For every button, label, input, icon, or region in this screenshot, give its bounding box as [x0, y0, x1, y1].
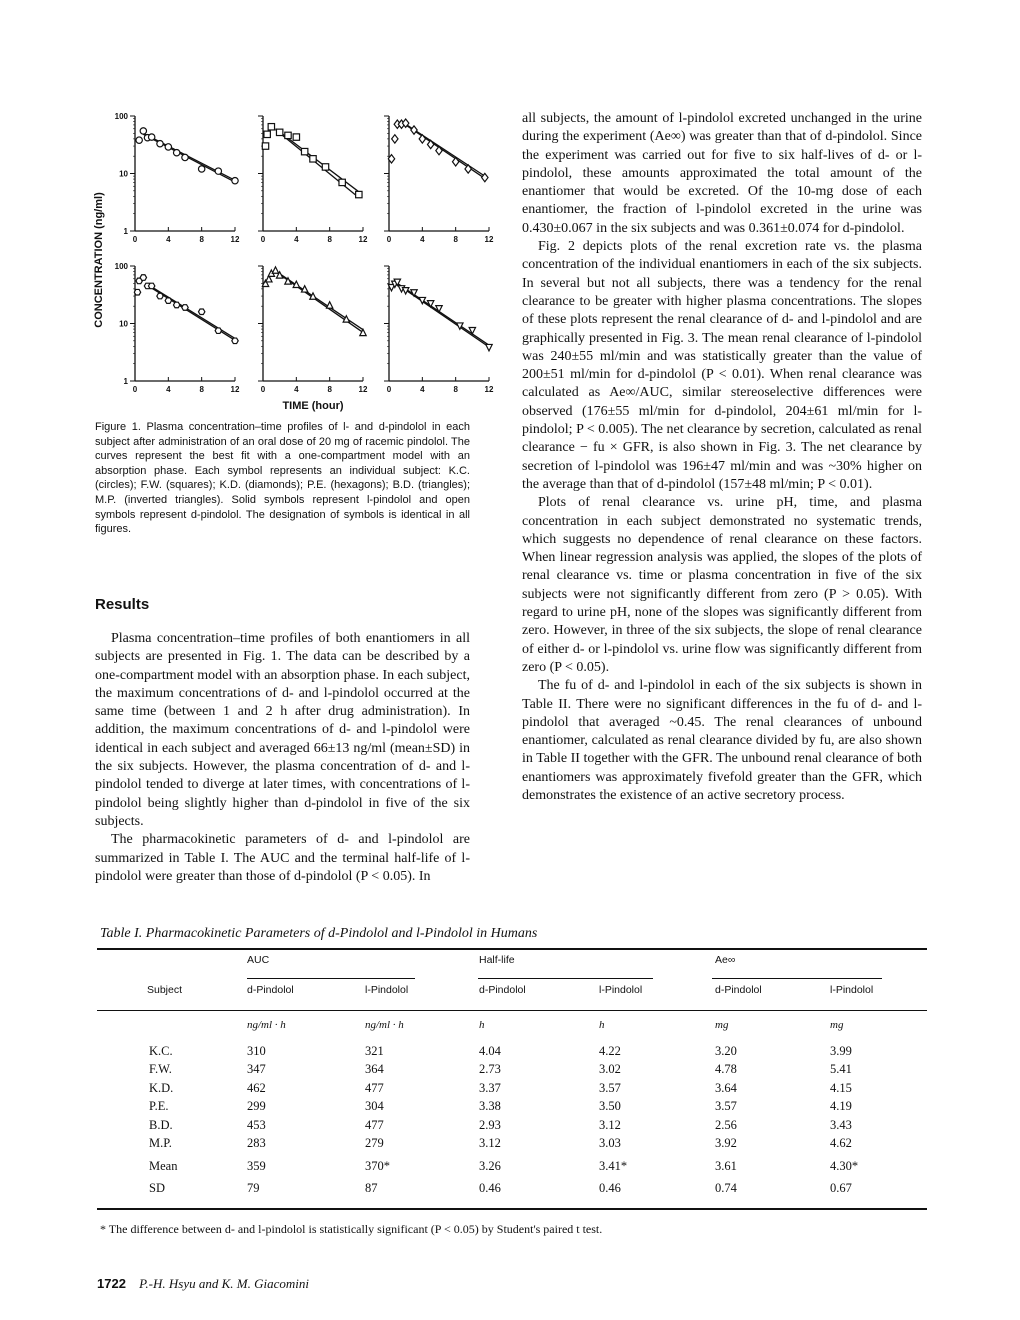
- paragraph: The fu of d- and l-pindolol in each of the six subjects is shown in Table II. There were no significant differences in the fu of d- and l-pindolol that averaged ~0.45. The renal clearances of unbound enantiomer, calculated as renal clearance divided by fu, are also shown in Table II together with the GFR. The unbound renal clearance of both enantiomers was approximately fivefold greater than the GFR, which demonstrates the existence of an active secretory process.: [522, 678, 922, 803]
- x-tick-label: 8: [327, 235, 332, 244]
- data-point: [326, 302, 332, 308]
- y-tick-label: 1: [123, 377, 128, 386]
- results-heading: Results: [95, 596, 150, 613]
- fit-line: [406, 124, 485, 176]
- x-tick-label: 8: [453, 235, 458, 244]
- table-cell: 2.93: [479, 1117, 501, 1132]
- table-cell: 283: [247, 1136, 266, 1151]
- data-point: [272, 267, 278, 273]
- row-label: M.P.: [149, 1136, 172, 1151]
- fit-line: [397, 284, 489, 347]
- table-cell: 3.64: [715, 1080, 737, 1095]
- unit-cell: [97, 1008, 247, 1042]
- table-bottom-rule: [97, 1208, 927, 1210]
- column-header: d-Pindolol: [247, 984, 294, 996]
- figure-1-plot: [80, 100, 500, 412]
- table-cell: 3.12: [599, 1117, 621, 1132]
- unit-cell: h: [599, 1019, 605, 1031]
- data-point: [134, 289, 140, 295]
- data-point: [232, 338, 238, 344]
- x-tick-label: 0: [260, 385, 266, 394]
- y-tick-label: 1: [123, 227, 128, 236]
- x-tick-label: 0: [386, 385, 392, 394]
- data-point: [322, 164, 328, 170]
- group-ae: Ae∞: [715, 954, 736, 966]
- table-cell: 4.04: [479, 1043, 501, 1058]
- x-tick-label: 0: [132, 235, 138, 244]
- data-point: [486, 344, 492, 350]
- paragraph: Fig. 2 depicts plots of the renal excretion rate vs. the plasma concentration of the individual enantiomers in each of the six subjects. In several but not all subjects, there was a tendency for the renal clearance to be greater with higher plasma concentrations. The slopes of these plots represent the renal clearance of d- and l-pindolol and are graphically presented in Fig. 3. The mean renal clearance of l-pindolol was 240±55 ml/min and was statistically greater than the value of 200±51 ml/min for d-pindolol (P < 0.01). When renal clearance was calculated as Ae∞/AUC, similar stereoselective differences were observed (176±55 ml/min for d-pindolol, 204±61 ml/min for l-pindolol; P < 0.005). The net clearance by secretion, calculated as renal clearance − fu × GFR, is also shown in Fig. 3. The net clearance by secretion of l-pindolol was 196±47 ml/min and was ~30% higher on the average than that of d-pindolol (157±48 ml/min; P < 0.01).: [522, 239, 922, 492]
- table-cell: 87: [365, 1180, 378, 1195]
- figure-caption: Figure 1. Plasma concentration–time profiles of l- and d-pindolol in each subject after administration of an oral dose of 20 mg of racemic pindolol. The curves represent the best fit with a one-compartment model with an absorption phase. Each symbol represents an individual subject: K.C. (circles); F.W. (squares); K.D. (diamonds); P.E. (hexagons); B.D. (triangles); M.P. (inverted triangles). Solid symbols represent l-pindolol and open symbols represent d-pindolol. The designation of symbols is identical in all figures.: [95, 421, 470, 536]
- group-auc: AUC: [247, 954, 270, 966]
- table-cell: 477: [365, 1117, 384, 1132]
- data-point: [310, 293, 316, 299]
- table-row: [97, 1179, 927, 1198]
- column-header: l-Pindolol: [830, 984, 874, 996]
- x-tick-label: 4: [420, 385, 425, 394]
- table-cell: 3.02: [599, 1062, 621, 1077]
- data-point: [301, 148, 307, 154]
- x-tick-label: 12: [484, 385, 494, 394]
- table-cell: 0.67: [830, 1180, 852, 1195]
- table-cell: 79: [247, 1180, 260, 1195]
- data-point: [157, 140, 163, 146]
- data-point: [293, 281, 299, 287]
- paragraph: Plasma concentration–time profiles of both enantiomers in all subjects are presented in Fig. 1. The data can be described by a one-compartment model with an absorption phase. In each subject, the maximum concentrations of d- and l-pindolol occurred at the same time (between 1 and 2 h after drug administration). In addition, the maximum concentrations of d- and l-pindolol were identical in each subject and averaged 66±13 ng/ml (mean±SD) in the six subjects. However, the plasma concentration of d- and l-pindolol tended to diverge at later times, with concentrations of l-pindolol being slightly higher than d-pindolol in five of the six subjects.: [95, 631, 470, 829]
- y-tick-label: 100: [114, 112, 128, 121]
- table-cell: 4.78: [715, 1062, 737, 1077]
- table-row: [97, 1135, 927, 1154]
- table-cell: 370*: [365, 1158, 390, 1173]
- table-cell: 3.99: [830, 1043, 852, 1058]
- data-point: [198, 166, 204, 172]
- x-tick-label: 12: [230, 235, 240, 244]
- x-tick-label: 0: [260, 235, 266, 244]
- data-point: [276, 129, 282, 135]
- table-cell: 304: [365, 1099, 384, 1114]
- data-point: [232, 177, 238, 183]
- table-cell: 299: [247, 1099, 266, 1114]
- x-tick-label: 12: [358, 385, 368, 394]
- row-label: K.D.: [149, 1080, 174, 1095]
- table-row: [97, 1116, 927, 1135]
- column-header: l-Pindolol: [365, 984, 409, 996]
- group-half-life: Half-life: [479, 954, 515, 966]
- data-point: [411, 290, 417, 296]
- data-point: [268, 124, 274, 130]
- x-tick-label: 12: [230, 385, 240, 394]
- table-title: Table I. Pharmacokinetic Parameters of d-Pindolol and l-Pindolol in Humans: [100, 926, 538, 941]
- table-cell: 364: [365, 1062, 384, 1077]
- page-footer: [97, 1276, 309, 1292]
- unit-cell: ng/ml · h: [247, 1019, 286, 1031]
- table-cell: 279: [365, 1136, 384, 1151]
- column-header: d-Pindolol: [479, 984, 526, 996]
- x-tick-label: 0: [386, 235, 392, 244]
- data-point: [215, 328, 221, 334]
- table-cell: 310: [247, 1043, 266, 1058]
- data-point: [215, 168, 221, 174]
- x-tick-label: 8: [199, 235, 204, 244]
- column-header: l-Pindolol: [599, 984, 643, 996]
- table-cell: 4.30*: [830, 1158, 859, 1173]
- data-point: [392, 135, 398, 143]
- table-row: [97, 1061, 927, 1080]
- data-point: [140, 275, 146, 281]
- unit-cell: mg: [715, 1019, 729, 1031]
- x-axis-label: TIME (hour): [282, 400, 344, 412]
- column-header: Subject: [147, 984, 183, 996]
- x-tick-label: 8: [453, 385, 458, 394]
- table-cell: 3.43: [830, 1117, 852, 1132]
- data-point: [293, 134, 299, 140]
- unit-cell: h: [479, 1019, 485, 1031]
- x-tick-label: 8: [199, 385, 204, 394]
- unit-cell: ng/ml · h: [365, 1019, 404, 1031]
- table-footnote: * The difference between d- and l-pindolol is statistically significant (P < 0.05) by Student's paired t test.: [100, 1222, 603, 1236]
- table-cell: 0.46: [599, 1180, 621, 1195]
- table-cell: 4.62: [830, 1136, 852, 1151]
- data-point: [136, 137, 142, 143]
- table-cell: 3.57: [599, 1080, 621, 1095]
- table-cell: 3.92: [715, 1136, 737, 1151]
- table-cell: 4.15: [830, 1080, 852, 1095]
- paragraph: all subjects, the amount of l-pindolol excreted unchanged in the urine during the experiment (Ae∞) was greater than that of d-pindolol. Since the experiment was carried out for five to six half-lives of d- or l-pindolol, these amounts approximated the total amount of the enantiomer that would be excreted. Of the 10-mg dose of each enantiomer, the fraction of l-pindolol excreted in the urine was 0.430±0.067 in the six subjects and was 0.361±0.074 for d-pindolol.: [522, 111, 922, 236]
- x-tick-label: 12: [484, 235, 494, 244]
- table-cell: 3.38: [479, 1099, 501, 1114]
- data-point: [148, 134, 154, 140]
- data-point: [285, 132, 291, 138]
- table-cell: 0.46: [479, 1180, 501, 1195]
- x-tick-label: 4: [166, 385, 171, 394]
- table-cell: 3.12: [479, 1136, 501, 1151]
- fit-line: [406, 125, 485, 179]
- data-point: [148, 283, 154, 289]
- table-row: [97, 1042, 927, 1061]
- table-cell: 3.50: [599, 1099, 621, 1114]
- table-cell: 3.37: [479, 1080, 501, 1095]
- table-cell: 5.41: [830, 1062, 852, 1077]
- fit-line: [276, 130, 359, 198]
- data-point: [264, 131, 270, 137]
- table-cell: 3.03: [599, 1136, 621, 1151]
- y-axis-label: CONCENTRATION (ng/ml): [93, 192, 105, 328]
- row-label: K.C.: [149, 1043, 173, 1058]
- data-point: [262, 143, 268, 149]
- data-point: [301, 286, 307, 292]
- table-row: [97, 1153, 927, 1179]
- data-point: [173, 302, 179, 308]
- x-tick-label: 0: [132, 385, 138, 394]
- row-label: Mean: [149, 1158, 178, 1173]
- row-label: SD: [149, 1180, 165, 1195]
- data-point: [165, 144, 171, 150]
- row-label: P.E.: [149, 1099, 169, 1114]
- paragraph: Plots of renal clearance vs. urine pH, time, and plasma concentration in each subject demonstrated no systematic trends, which suggests no dependence of renal clearance on these factors. When linear regression analysis was applied, the slopes of the plots of renal clearance vs. time or plasma concentration in five of the six subjects were not significantly different from zero (P > 0.05). With regard to urine pH, none of the slopes was significantly different from zero. However, in three of the six subjects, the slope of renal clearance of either d- or l-pindolol vs. urine flow was significantly different from zero (P < 0.05).: [522, 495, 922, 675]
- table-cell: 477: [365, 1080, 384, 1095]
- table-cell: 3.41*: [599, 1158, 628, 1173]
- table-cell: 0.74: [715, 1180, 737, 1195]
- table-cell: 3.57: [715, 1099, 737, 1114]
- data-point: [198, 309, 204, 315]
- table-cell: 4.22: [599, 1043, 621, 1058]
- row-label: B.D.: [149, 1117, 173, 1132]
- y-tick-label: 10: [119, 319, 128, 329]
- table-cell: 462: [247, 1080, 266, 1095]
- x-tick-label: 4: [294, 385, 299, 394]
- table-cell: 4.19: [830, 1099, 852, 1114]
- unit-cell: mg: [830, 1019, 844, 1031]
- column-header: d-Pindolol: [715, 984, 762, 996]
- running-authors: P.-H. Hsyu and K. M. Giacomini: [139, 1276, 310, 1291]
- fit-line: [397, 283, 489, 345]
- table-cell: 347: [247, 1062, 266, 1077]
- data-point: [356, 191, 362, 197]
- data-point: [165, 298, 171, 304]
- x-tick-label: 4: [166, 235, 171, 244]
- table-row: [97, 1079, 927, 1098]
- y-tick-label: 100: [114, 262, 128, 271]
- data-point: [310, 156, 316, 162]
- x-tick-label: 4: [294, 235, 299, 244]
- pharmacokinetic-table: [97, 948, 927, 1198]
- y-tick-label: 10: [119, 169, 128, 179]
- data-point: [173, 150, 179, 156]
- table-cell: 321: [365, 1043, 384, 1058]
- table-cell: 453: [247, 1117, 266, 1132]
- data-point: [402, 288, 408, 294]
- table-cell: 3.61: [715, 1158, 737, 1173]
- data-point: [157, 293, 163, 299]
- x-tick-label: 12: [358, 235, 368, 244]
- data-point: [182, 154, 188, 160]
- x-tick-label: 8: [327, 385, 332, 394]
- table-row: [97, 1098, 927, 1117]
- table-cell: 3.20: [715, 1043, 737, 1058]
- right-column-text: [522, 110, 922, 805]
- page-number: 1722: [97, 1276, 126, 1291]
- left-column-text: [95, 630, 470, 886]
- paragraph: The pharmacokinetic parameters of d- and l-pindolol are summarized in Table I. The AUC and the terminal half-life of l-pindolol were greater than those of d-pindolol (P < 0.05). In: [95, 832, 470, 884]
- table-cell: 2.73: [479, 1062, 501, 1077]
- data-point: [140, 128, 146, 134]
- data-point: [339, 179, 345, 185]
- data-point: [182, 305, 188, 311]
- data-point: [411, 126, 417, 134]
- table-cell: 3.26: [479, 1158, 501, 1173]
- row-label: F.W.: [149, 1062, 172, 1077]
- table-cell: 2.56: [715, 1117, 737, 1132]
- table-cell: 359: [247, 1158, 266, 1173]
- x-tick-label: 4: [420, 235, 425, 244]
